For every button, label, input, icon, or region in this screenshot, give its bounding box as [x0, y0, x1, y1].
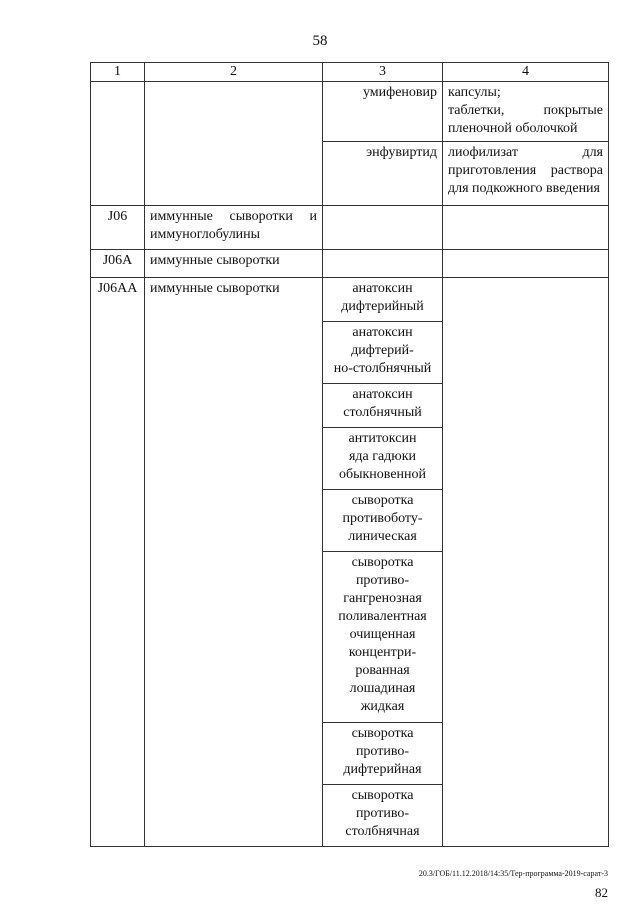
code-cell: J06A: [91, 250, 145, 278]
form-cell: [443, 206, 609, 250]
substance-cell: [323, 206, 443, 250]
substance-cell: сыворотка противоботу- линическая: [323, 490, 443, 552]
group-cell: иммунные сыворотки и иммуноглобулины: [145, 206, 323, 250]
header-col-2: 2: [145, 63, 323, 82]
header-col-4: 4: [443, 63, 609, 82]
form-cell: [443, 278, 609, 847]
substance-cell: энфувиртид: [323, 142, 443, 206]
document-reference: 20.3/ГОБ/11.12.2018/14:35/Тер-программа-2019-сарат-3: [418, 869, 608, 878]
table-row: [91, 250, 609, 278]
header-col-1: 1: [91, 63, 145, 82]
header-row: [91, 63, 609, 82]
form-cell: капсулы; таблетки, покрытые пленочной оболочкой: [443, 82, 609, 142]
substance-cell: анатоксин дифтерий- но-столбнячный: [323, 322, 443, 384]
substance-cell: умифеновир: [323, 82, 443, 142]
page-number: 58: [312, 33, 328, 49]
header-col-3: 3: [323, 63, 443, 82]
group-cell: иммунные сыворотки: [145, 278, 323, 847]
form-cell: лиофилизат для приготовления раствора для подкожного введения: [443, 142, 609, 206]
substance-cell: антитоксин яда гадюки обыкновенной: [323, 428, 443, 490]
substance-cell: анатоксин столбнячный: [323, 384, 443, 428]
substance-cell: сыворотка противо- столбнячная: [323, 785, 443, 847]
code-cell: J06AA: [91, 278, 145, 847]
table-row: [91, 82, 609, 142]
table-row: [91, 278, 609, 322]
drug-table: [90, 62, 609, 847]
group-cell: иммунные сыворотки: [145, 250, 323, 278]
table-row: [91, 206, 609, 250]
group-cell: [145, 82, 323, 206]
substance-cell: [323, 250, 443, 278]
footer-page-number: 82: [595, 885, 608, 900]
substance-cell: анатоксин дифтерийный: [323, 278, 443, 322]
substance-cell: сыворотка противо- гангренозная поливалентная очищенная концентри- рованная лошадиная жидкая: [323, 552, 443, 723]
substance-cell: сыворотка противо- дифтерийная: [323, 723, 443, 785]
code-cell: J06: [91, 206, 145, 250]
code-cell: [91, 82, 145, 206]
form-cell: [443, 250, 609, 278]
